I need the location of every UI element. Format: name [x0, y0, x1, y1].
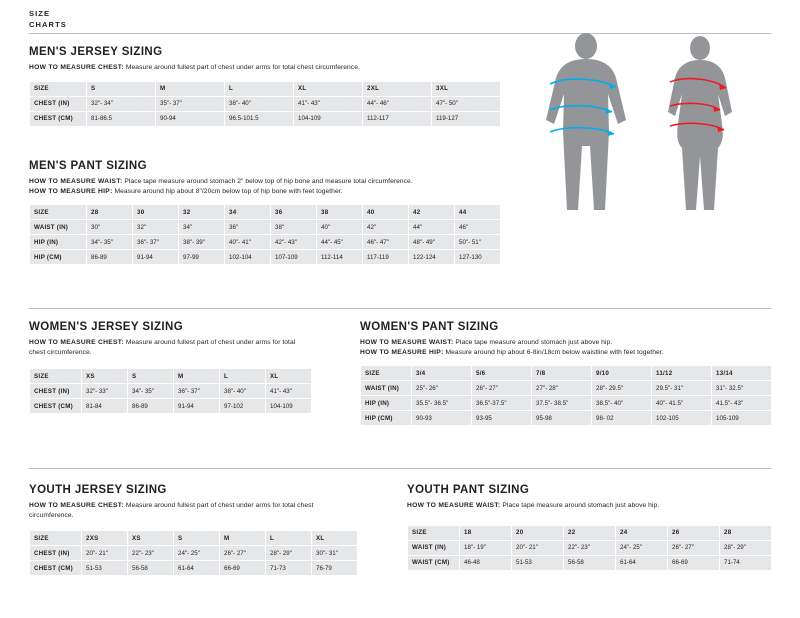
cell: 38" [271, 220, 317, 235]
womens-pant-title: WOMEN'S PANT SIZING [360, 321, 499, 333]
cell: 36"- 37" [133, 235, 179, 250]
cell: 25"- 26" [412, 381, 472, 396]
cell: 66-69 [220, 561, 266, 576]
cell: 36"- 37" [174, 384, 220, 399]
cell: 38.5"- 40" [592, 396, 652, 411]
youth-jersey-howto-chest [29, 501, 359, 520]
col-header: XS [82, 369, 128, 384]
divider-youth [29, 468, 771, 469]
table-header-row [30, 369, 312, 384]
body-diagram-svg [520, 32, 780, 222]
cell: 66-69 [668, 555, 720, 570]
womens-pant-howto-waist-label: HOW TO MEASURE WAIST: [360, 339, 454, 346]
cell: 20"- 21" [82, 546, 128, 561]
col-header: 40 [363, 205, 409, 220]
col-header: 20 [512, 525, 564, 540]
cell: 47"- 50" [432, 96, 501, 111]
section-youth-jersey [29, 484, 369, 576]
row-header: WAIST (IN) [30, 220, 87, 235]
cell: 91-94 [174, 399, 220, 414]
youth-jersey-howto-chest-text: Measure around fullest part of chest under arms for total chest circumference. [29, 502, 314, 519]
table-row [30, 96, 501, 111]
col-header: 26 [668, 525, 720, 540]
womens-jersey-howto-chest [29, 338, 297, 357]
cell: 95-98 [532, 411, 592, 426]
cell: 24"- 25" [174, 546, 220, 561]
cell: 97-99 [179, 250, 225, 265]
col-header: S [128, 369, 174, 384]
mens-pant-howto-waist [29, 177, 529, 187]
table-header-row [30, 81, 501, 96]
womens-pant-table [360, 365, 772, 426]
col-header: 28 [720, 525, 772, 540]
table-header-row [408, 525, 772, 540]
row-header: WAIST (CM) [408, 555, 460, 570]
cell: 35.5"- 36.5" [412, 396, 472, 411]
col-header: 18 [460, 525, 512, 540]
cell: 28"- 29" [266, 546, 312, 561]
table-row [30, 546, 358, 561]
cell: 122-124 [409, 250, 455, 265]
col-header: 13/14 [712, 366, 772, 381]
body-diagrams [520, 32, 780, 222]
womens-pant-howto-waist-text: Place tape measure around stomach just above hip. [453, 339, 613, 346]
cell: 28"- 29" [720, 540, 772, 555]
cell: 34" [179, 220, 225, 235]
table-row [361, 381, 772, 396]
section-mens-jersey [29, 46, 499, 127]
cell: 36" [225, 220, 271, 235]
table-row [30, 250, 501, 265]
col-header: 38 [317, 205, 363, 220]
section-womens-pant [360, 321, 772, 426]
cell: 51-53 [82, 561, 128, 576]
row-header: CHEST (CM) [30, 111, 87, 126]
table-row [30, 384, 312, 399]
cell: 102-105 [652, 411, 712, 426]
col-header: 44 [455, 205, 501, 220]
col-header: 30 [133, 205, 179, 220]
youth-pant-table [407, 525, 772, 571]
col-header: M [220, 531, 266, 546]
cell: 93-95 [472, 411, 532, 426]
col-header: S [174, 531, 220, 546]
mens-pant-howto-waist-text: Place tape measure around stomach 2" below top of hip bone and measure total circumference. [122, 178, 413, 185]
col-header: 42 [409, 205, 455, 220]
cell: 34"- 35" [87, 235, 133, 250]
col-header: 7/8 [532, 366, 592, 381]
table-row [361, 411, 772, 426]
cell: 35"- 37" [156, 96, 225, 111]
mens-pant-howto-hip-label: HOW TO MEASURE HIP: [29, 187, 113, 195]
col-header: 3XL [432, 81, 501, 96]
cell: 46-48 [460, 555, 512, 570]
row-header: HIP (IN) [30, 235, 87, 250]
womens-jersey-howto-chest-text: Measure around fullest part of chest under arms for total chest circumference. [29, 339, 296, 356]
cell: 81-86.5 [87, 111, 156, 126]
cell: 40" [317, 220, 363, 235]
cell: 22"- 23" [564, 540, 616, 555]
cell: 105-109 [712, 411, 772, 426]
cell: 36.5"-37.5" [472, 396, 532, 411]
cell: 31"- 32.5" [712, 381, 772, 396]
cell: 26"- 27" [668, 540, 720, 555]
youth-pant-howto-waist-label: HOW TO MEASURE WAIST: [407, 502, 501, 509]
divider-women [29, 308, 771, 309]
row-header: CHEST (CM) [30, 399, 82, 414]
col-header: 9/10 [592, 366, 652, 381]
cell: 41"- 43" [266, 384, 312, 399]
col-header: L [220, 369, 266, 384]
cell: 24"- 25" [616, 540, 668, 555]
cell: 102-104 [225, 250, 271, 265]
page-title-line2: CHARTS [29, 20, 67, 29]
mens-jersey-title: MEN'S JERSEY SIZING [29, 46, 163, 58]
col-header: 2XL [363, 81, 432, 96]
col-header: 22 [564, 525, 616, 540]
col-header: L [266, 531, 312, 546]
table-row [30, 399, 312, 414]
col-header: SIZE [30, 205, 87, 220]
mens-jersey-table [29, 81, 501, 127]
col-header: SIZE [361, 366, 412, 381]
row-header: CHEST (IN) [30, 96, 87, 111]
cell: 42" [363, 220, 409, 235]
page-title-line1: SIZE [29, 9, 51, 18]
table-header-row [30, 531, 358, 546]
col-header: XL [312, 531, 358, 546]
cell: 32"- 34" [87, 96, 156, 111]
col-header: S [87, 81, 156, 96]
mens-pant-howto-hip-text: Measure around hip about 8"/20cm below top of hip bone with feet together. [112, 187, 343, 195]
cell: 42"- 43" [271, 235, 317, 250]
cell: 76-79 [312, 561, 358, 576]
cell: 104-109 [294, 111, 363, 126]
cell: 48"- 49" [409, 235, 455, 250]
col-header: 34 [225, 205, 271, 220]
col-header: 24 [616, 525, 668, 540]
table-row [408, 555, 772, 570]
col-header: 32 [179, 205, 225, 220]
table-header-row [361, 366, 772, 381]
col-header: XL [294, 81, 363, 96]
youth-pant-howto-waist-text: Place tape measure around stomach just above hip. [500, 502, 660, 509]
mens-pant-howto-hip [29, 187, 529, 197]
cell: 51-53 [512, 555, 564, 570]
table-row [30, 561, 358, 576]
cell: 44"- 46" [363, 96, 432, 111]
cell: 56-58 [128, 561, 174, 576]
row-header: HIP (CM) [361, 411, 412, 426]
cell: 26"- 27" [220, 546, 266, 561]
cell: 32"- 33" [82, 384, 128, 399]
cell: 98- 02 [592, 411, 652, 426]
row-header: HIP (CM) [30, 250, 87, 265]
col-header: XL [266, 369, 312, 384]
cell: 56-58 [564, 555, 616, 570]
cell: 127-130 [455, 250, 501, 265]
col-header: L [225, 81, 294, 96]
cell: 112-114 [317, 250, 363, 265]
cell: 61-64 [616, 555, 668, 570]
table-row [30, 235, 501, 250]
male-body-diagram [546, 33, 626, 210]
mens-jersey-howto-chest [29, 63, 499, 73]
col-header: SIZE [30, 369, 82, 384]
table-row [361, 396, 772, 411]
row-header: WAIST (IN) [361, 381, 412, 396]
cell: 91-94 [133, 250, 179, 265]
cell: 46"- 47" [363, 235, 409, 250]
cell: 22"- 23" [128, 546, 174, 561]
youth-jersey-title: YOUTH JERSEY SIZING [29, 484, 167, 496]
row-header: CHEST (IN) [30, 384, 82, 399]
cell: 26"- 27" [472, 381, 532, 396]
youth-jersey-howto-chest-label: HOW TO MEASURE CHEST: [29, 502, 124, 509]
womens-pant-howto-hip [360, 348, 772, 358]
cell: 29.5"- 31" [652, 381, 712, 396]
mens-jersey-howto-chest-text: Measure around fullest part of chest under arms for total chest circumference. [123, 64, 360, 71]
cell: 37.5"- 38.5" [532, 396, 592, 411]
cell: 34"- 35" [128, 384, 174, 399]
cell: 71-73 [266, 561, 312, 576]
col-header: 28 [87, 205, 133, 220]
cell: 71-74 [720, 555, 772, 570]
cell: 46" [455, 220, 501, 235]
col-header: M [156, 81, 225, 96]
cell: 44"- 45" [317, 235, 363, 250]
cell: 40"- 41.5" [652, 396, 712, 411]
cell: 41"- 43" [294, 96, 363, 111]
cell: 86-89 [87, 250, 133, 265]
section-womens-jersey [29, 321, 329, 414]
youth-jersey-table [29, 530, 358, 576]
row-header: CHEST (CM) [30, 561, 82, 576]
cell: 41.5"- 43" [712, 396, 772, 411]
youth-pant-howto-waist [407, 501, 772, 511]
section-youth-pant [407, 484, 772, 571]
row-header: HIP (IN) [361, 396, 412, 411]
cell: 44" [409, 220, 455, 235]
cell: 86-89 [128, 399, 174, 414]
col-header: SIZE [30, 81, 87, 96]
cell: 38"- 40" [220, 384, 266, 399]
cell: 104-109 [266, 399, 312, 414]
cell: 119-127 [432, 111, 501, 126]
mens-pant-howto-waist-label: HOW TO MEASURE WAIST: [29, 178, 123, 185]
mens-jersey-howto-chest-label: HOW TO MEASURE CHEST: [29, 64, 124, 71]
table-row [30, 111, 501, 126]
row-header: CHEST (IN) [30, 546, 82, 561]
cell: 50"- 51" [455, 235, 501, 250]
womens-pant-howto-hip-text: Measure around hip about 6-8in/18cm below waistline with feet together. [443, 348, 664, 356]
womens-pant-howto-hip-label: HOW TO MEASURE HIP: [360, 348, 444, 356]
womens-jersey-howto-chest-label: HOW TO MEASURE CHEST: [29, 339, 124, 346]
table-header-row [30, 205, 501, 220]
row-header: WAIST (IN) [408, 540, 460, 555]
col-header: 5/6 [472, 366, 532, 381]
col-header: SIZE [408, 525, 460, 540]
womens-jersey-title: WOMEN'S JERSEY SIZING [29, 321, 184, 333]
cell: 28"- 29.5" [592, 381, 652, 396]
mens-pant-title: MEN'S PANT SIZING [29, 160, 147, 172]
col-header: 3/4 [412, 366, 472, 381]
cell: 30" [87, 220, 133, 235]
page-title [29, 8, 67, 30]
cell: 20"- 21" [512, 540, 564, 555]
col-header: 2XS [82, 531, 128, 546]
table-row [30, 220, 501, 235]
col-header: M [174, 369, 220, 384]
cell: 38"- 40" [225, 96, 294, 111]
cell: 112-117 [363, 111, 432, 126]
cell: 97-102 [220, 399, 266, 414]
cell: 32" [133, 220, 179, 235]
cell: 90-94 [156, 111, 225, 126]
cell: 90-93 [412, 411, 472, 426]
womens-jersey-table [29, 368, 312, 414]
mens-pant-table [29, 204, 501, 265]
cell: 107-109 [271, 250, 317, 265]
cell: 30"- 31" [312, 546, 358, 561]
section-mens-pant [29, 160, 529, 265]
cell: 38"- 39" [179, 235, 225, 250]
cell: 40"- 41" [225, 235, 271, 250]
col-header: 11/12 [652, 366, 712, 381]
womens-pant-howto-waist [360, 338, 772, 348]
col-header: 36 [271, 205, 317, 220]
cell: 27"- 28" [532, 381, 592, 396]
cell: 61-64 [174, 561, 220, 576]
col-header: XS [128, 531, 174, 546]
cell: 18"- 19" [460, 540, 512, 555]
cell: 81-84 [82, 399, 128, 414]
youth-pant-title: YOUTH PANT SIZING [407, 484, 530, 496]
cell: 117-119 [363, 250, 409, 265]
col-header: SIZE [30, 531, 82, 546]
cell: 96.5-101.5 [225, 111, 294, 126]
table-row [408, 540, 772, 555]
